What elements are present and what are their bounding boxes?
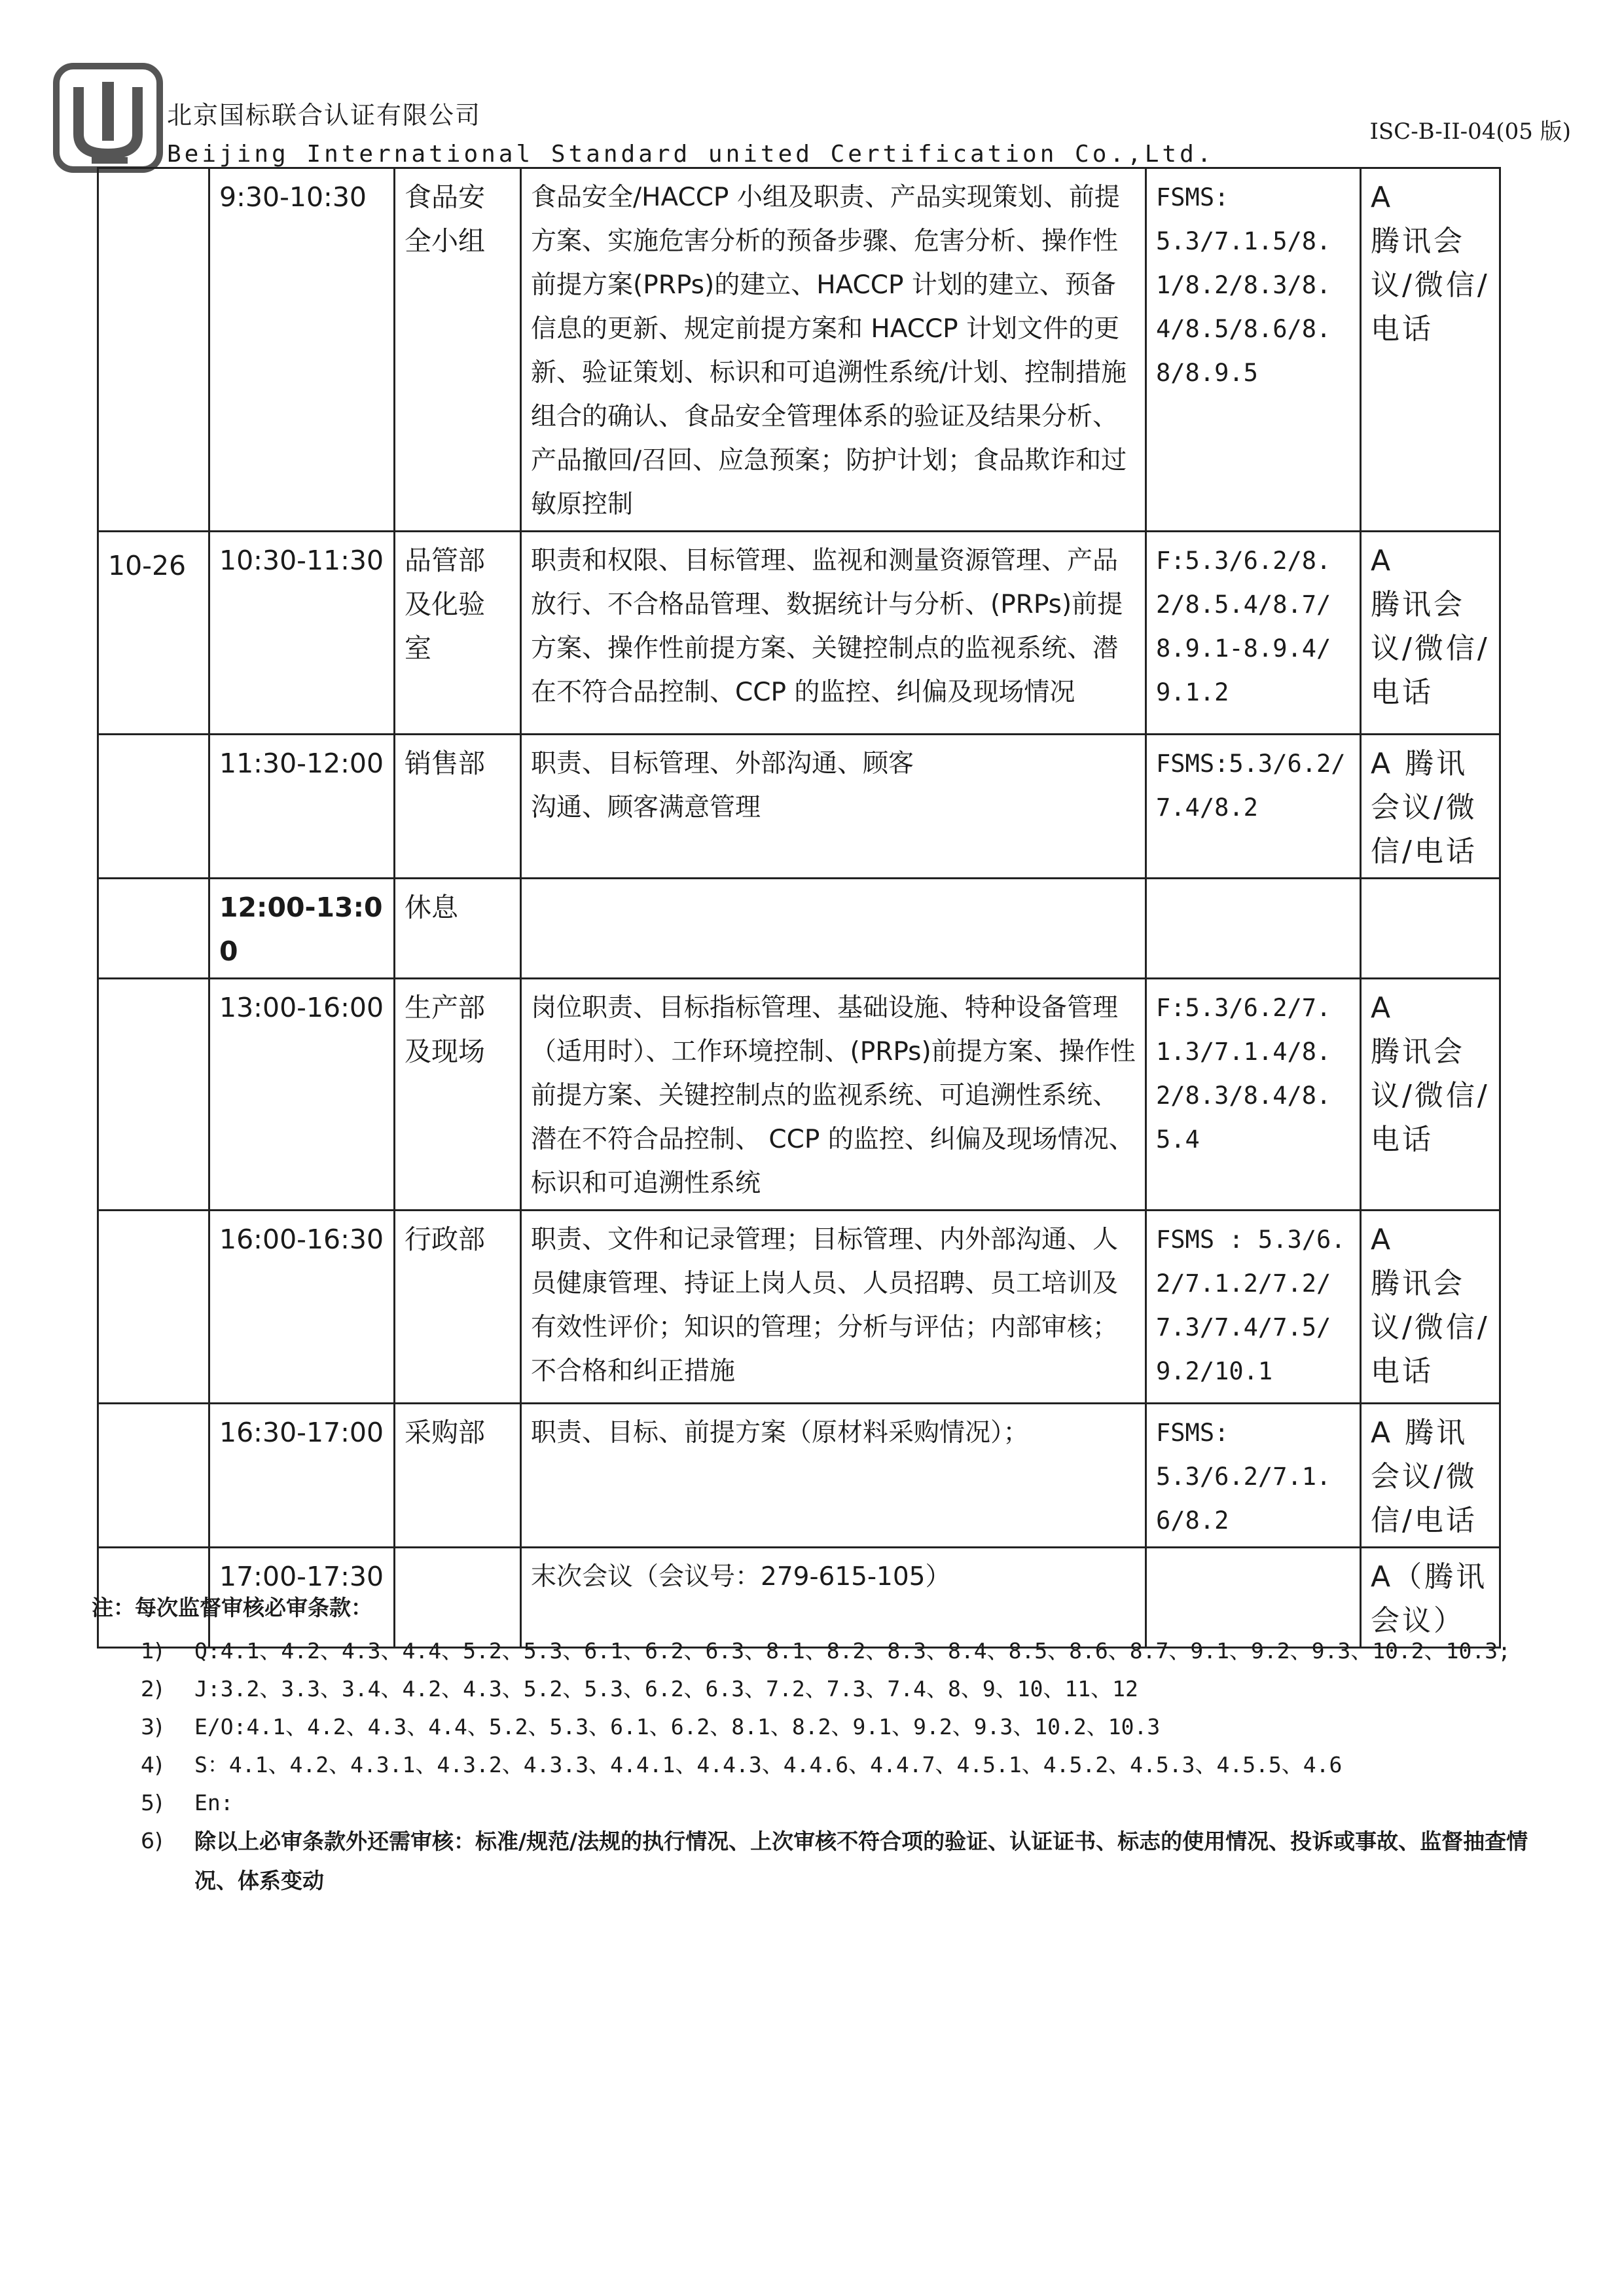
- note-text: S：4.1、4.2、4.3.1、4.3.2、4.3.3、4.4.1、4.4.3、4.4.6、4.4.7、4.5.1、4.5.2、4.5.3、4.5.5、4.6: [194, 1752, 1343, 1777]
- department-cell: 销售部: [395, 735, 521, 879]
- note-text: E/O:4.1、4.2、4.3、4.4、5.2、5.3、6.1、6.2、8.1、8.2、9.1、9.2、9.3、10.2、10.3: [194, 1714, 1161, 1740]
- table-row: [98, 1211, 1500, 1404]
- audit-content-cell: 职责、文件和记录管理；目标管理、内外部沟通、人员健康管理、持证上岗人员、人员招聘、员工培训及有效性评价；知识的管理；分析与评估；内部审核；不合格和纠正措施: [521, 1211, 1146, 1404]
- time-cell: 13:00-16:00: [209, 979, 395, 1211]
- time-cell: 17:00-17:30: [209, 1548, 395, 1648]
- audit-mode-cell: A 腾讯会议/微信/电话: [1361, 168, 1500, 532]
- department-cell: 行政部: [395, 1211, 521, 1404]
- audit-schedule-table: [97, 167, 1501, 1649]
- audit-mode-cell: [1361, 879, 1500, 979]
- department-cell: 品管部及化验室: [395, 532, 521, 735]
- company-logo-icon: [52, 62, 164, 173]
- date-cell: 10-26: [98, 532, 209, 735]
- time-cell: 11:30-12:00: [209, 735, 395, 879]
- department-cell: 采购部: [395, 1404, 521, 1548]
- audit-content-cell: 食品安全/HACCP 小组及职责、产品实现策划、前提方案、实施危害分析的预备步骤、危害分析、操作性前提方案(PRPs)的建立、HACCP 计划的建立、预备信息的更新、规定前提方案和 HACCP 计划文件的更新、验证策划、标识和可追溯性系统/计划、控制措施组合的确认、食品安全管理体系的验证及结果分析、产品撤回/召回、应急预案；防护计划；食品欺诈和过敏原控制: [521, 168, 1146, 532]
- audit-content-cell: [521, 879, 1146, 979]
- time-cell: 16:00-16:30: [209, 1211, 395, 1404]
- note-number: 2): [141, 1676, 163, 1702]
- note-item: [92, 1746, 1551, 1784]
- note-number: 6): [141, 1828, 163, 1853]
- clause-cell: F:5.3/6.2/7.1.3/7.1.4/8.2/8.3/8.4/8.5.4: [1146, 979, 1361, 1211]
- clause-cell: F:5.3/6.2/8.2/8.5.4/8.7/8.9.1-8.9.4/9.1.2: [1146, 532, 1361, 735]
- date-cell: [98, 1211, 209, 1404]
- note-text: 除以上必审条款外还需审核：标准/规范/法规的执行情况、上次审核不符合项的验证、认证证书、标志的使用情况、投诉或事故、监督抽查情况、体系变动: [194, 1829, 1528, 1893]
- document-code: ISC-B-II-04(05 版): [1369, 118, 1571, 145]
- clause-cell: FSMS: 5.3/6.2/7.1.6/8.2: [1146, 1404, 1361, 1548]
- note-number: 3): [141, 1714, 163, 1740]
- audit-content-cell: 职责、目标管理、外部沟通、顾客 沟通、顾客满意管理: [521, 735, 1146, 879]
- time-cell: 9:30-10:30: [209, 168, 395, 532]
- notes-section: [92, 1591, 1551, 1901]
- note-item: [92, 1708, 1551, 1746]
- audit-mode-cell: A 腾讯会议/微信/电话: [1361, 532, 1500, 735]
- date-cell: [98, 879, 209, 979]
- department-cell: 食品安全小组: [395, 168, 521, 532]
- table-row: [98, 1404, 1500, 1548]
- note-number: 4): [141, 1752, 163, 1777]
- note-text: En:: [194, 1790, 234, 1815]
- audit-content-cell: 岗位职责、目标指标管理、基础设施、特种设备管理（适用时）、工作环境控制、(PRPs)前提方案、操作性前提方案、关键控制点的监视系统、可追溯性系统、潜在不符合品控制、 CCP 的监控、纠偏及现场情况、标识和可追溯性系统: [521, 979, 1146, 1211]
- note-text: J:3.2、3.3、3.4、4.2、4.3、5.2、5.3、6.2、6.3、7.2、7.3、7.4、8、9、10、11、12: [194, 1676, 1138, 1702]
- time-cell: 16:30-17:00: [209, 1404, 395, 1548]
- table-row: [98, 168, 1500, 532]
- clause-cell: FSMS: 5.3/7.1.5/8.1/8.2/8.3/8.4/8.5/8.6/8.8/8.9.5: [1146, 168, 1361, 532]
- table-row: [98, 879, 1500, 979]
- note-item: [92, 1822, 1551, 1901]
- audit-content-cell: 职责和权限、目标管理、监视和测量资源管理、产品放行、不合格品管理、数据统计与分析、(PRPs)前提方案、操作性前提方案、关键控制点的监视系统、潜在不符合品控制、CCP 的监控、纠偏及现场情况: [521, 532, 1146, 735]
- date-cell: [98, 979, 209, 1211]
- time-cell: 12:00-13:00: [209, 879, 395, 979]
- note-number: 1): [141, 1638, 163, 1664]
- audit-mode-cell: A 腾讯会议/微信/电话: [1361, 979, 1500, 1211]
- note-item: [92, 1632, 1551, 1670]
- clause-cell: FSMS:5.3/6.2/7.4/8.2: [1146, 735, 1361, 879]
- date-cell: [98, 168, 209, 532]
- clause-cell: [1146, 879, 1361, 979]
- company-name-en: Beijing International Standard united Certification Co.,Ltd.: [167, 141, 1215, 168]
- audit-content-cell: 职责、目标、前提方案（原材料采购情况）；: [521, 1404, 1146, 1548]
- table-row: [98, 735, 1500, 879]
- audit-mode-cell: A 腾讯会议/微信/电话: [1361, 1211, 1500, 1404]
- clause-cell: FSMS : 5.3/6.2/7.1.2/7.2/7.3/7.4/7.5/9.2/10.1: [1146, 1211, 1361, 1404]
- notes-heading: 注：每次监督审核必审条款：: [92, 1595, 372, 1620]
- table-row: [98, 979, 1500, 1211]
- date-cell: [98, 735, 209, 879]
- note-item: [92, 1784, 1551, 1822]
- date-cell: [98, 1404, 209, 1548]
- audit-mode-cell: A 腾讯会议/微信/电话: [1361, 735, 1500, 879]
- note-text: Q:4.1、4.2、4.3、4.4、5.2、5.3、6.1、6.2、6.3、8.1、8.2、8.3、8.4、8.5、8.6、8.7、9.1、9.2、9.3、10.2、10.3;: [194, 1638, 1511, 1664]
- department-cell: 休息: [395, 879, 521, 979]
- time-cell: 10:30-11:30: [209, 532, 395, 735]
- audit-content-cell: 末次会议（会议号：279-615-105）: [521, 1548, 1146, 1648]
- department-cell: 生产部及现场: [395, 979, 521, 1211]
- audit-mode-cell: A 腾讯会议/微信/电话: [1361, 1404, 1500, 1548]
- audit-mode-cell: A（腾讯会议）: [1361, 1548, 1500, 1648]
- note-number: 5): [141, 1790, 163, 1815]
- note-item: [92, 1670, 1551, 1708]
- company-name-cn: 北京国标联合认证有限公司: [167, 101, 482, 130]
- table-row: [98, 532, 1500, 735]
- document-header: [52, 62, 1571, 183]
